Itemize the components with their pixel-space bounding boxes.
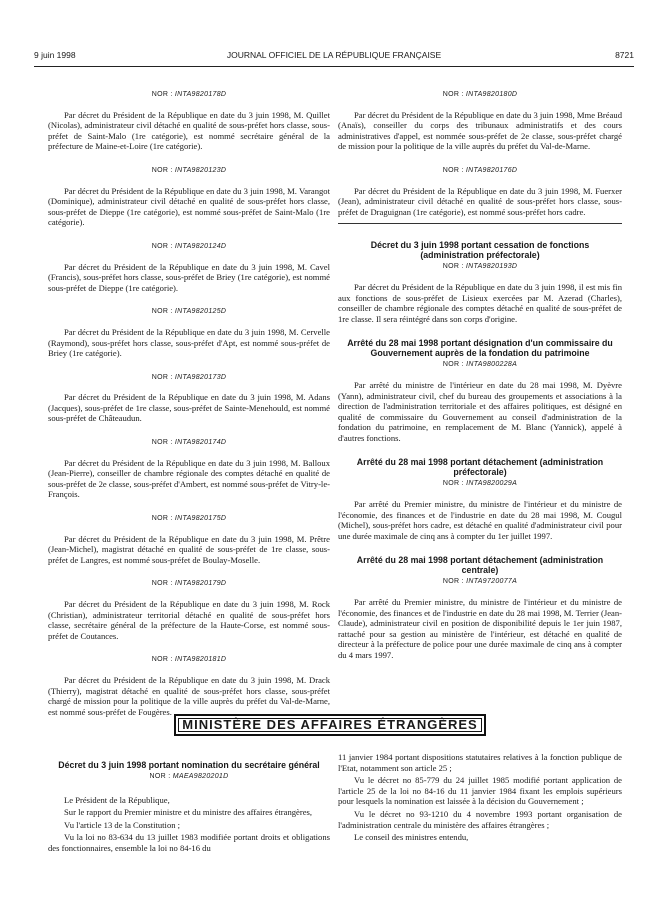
decree-paragraph: Par décret du Président de la République en date du 3 juin 1998, M. Rock (Christian), administrateur territorial détaché en qualité de sous-préfet hors classe, secrétaire général de la préfecture de la Haute-Corse, est nommé sous-préfet de Coutances.	[48, 599, 330, 641]
decree-paragraph: Par décret du Président de la République en date du 3 juin 1998, M. Balloux (Jean-Pierre), conseiller de chambre régionale des comptes détaché en qualité de sous-préfet de 2e classe, sous-préfet d'Ambert, est nommé sous-préfet de Vitry-le-François.	[48, 457, 330, 500]
nor-reference: NOR : INTA9820125D	[151, 308, 227, 316]
decree-paragraph: Le Président de la République,	[64, 794, 170, 805]
nor-reference: NOR : INTA9800228A	[442, 361, 518, 369]
decree-paragraph: Par décret du Président de la République en date du 3 juin 1998, il est mis fin aux fonctions de sous-préfet de Lisieux exercées par M. Azerad (Charles), conseiller de chambre régionale des comptes détaché en qualité de sous-préfet de 1re classe. Il sera réintégré dans son corps d'origine.	[338, 281, 622, 324]
decree-paragraph: Par décret du Président de la République en date du 3 juin 1998, M. Adans (Jacques), sous-préfet de 1re classe, sous-préfet de Sainte-Menehould, est nommé sous-préfet de Châteaudun.	[48, 392, 330, 424]
header-date: 9 juin 1998	[34, 50, 76, 60]
nor-reference: NOR : INTA9820179D	[151, 580, 227, 588]
bottom-left-column	[48, 760, 330, 856]
nor-reference: NOR : INTA9820193D	[442, 263, 518, 271]
decree-paragraph: Par décret du Président de la République en date du 3 juin 1998, M. Fuerxer (Jean), administrateur civil détaché en qualité de sous-préfet hors classe, sous-préfet de Draguignan (1re catégorie), est nommé sous-préfet hors cadre.	[338, 185, 622, 217]
nor-reference: NOR : INTA9820175D	[151, 515, 227, 523]
nor-reference: NOR : INTA9820181D	[151, 656, 227, 664]
nor-reference: NOR : INTA9820178D	[151, 91, 227, 98]
decree-paragraph: Par décret du Président de la République en date du 3 juin 1998, M. Quillet (Nicolas), administrateur civil détaché en qualité de sous-préfet hors classe, sous-préfet de Saint-Malo (1re catégorie), est nommé secrétaire général de la préfecture de Maine-et-Loire (1re catégorie).	[48, 109, 330, 152]
header-journal-title: JOURNAL OFFICIEL DE LA RÉPUBLIQUE FRANÇAISE	[226, 50, 442, 60]
right-column	[338, 90, 622, 675]
decree-paragraph: Par arrêté du ministre de l'intérieur en date du 28 mai 1998, M. Dyèvre (Yann), administrateur civil, chef du bureau des groupements et associations à la direction de l'administration territoriale et des affaires politiques, est désigné en qualité de commissaire du Gouvernement au conseil d'administration de la fondation du patrimoine, en remplacement de M. Blanc (Yannick), appelé à d'autres fonctions.	[338, 379, 622, 443]
nor-reference: NOR : INTA9720077A	[442, 578, 518, 586]
section-title: Arrêté du 28 mai 1998 portant détachement (administration préfectorale)	[356, 457, 604, 478]
nor-reference: NOR : INTA9820174D	[151, 439, 227, 447]
section-title: Décret du 3 juin 1998 portant cessation de fonctions (administration préfectorale)	[370, 240, 590, 261]
decree-paragraph: Vu le décret no 85-779 du 24 juillet 1985 modifié portant application de l'article 25 de la loi no 84-16 du 11 janvier 1984 fixant les emplois supérieurs pour lesquels la nomination est laissée à la décision du Gouvernement ;	[338, 775, 622, 807]
nor-reference: NOR : INTA9820180D	[442, 91, 518, 98]
decree-paragraph: Par décret du Président de la République en date du 3 juin 1998, M. Varangot (Dominique), administrateur civil détaché en qualité de sous-préfet hors classe, sous-préfet de Dieppe (1re catégorie), est nommé sous-préfet de Saint-Malo (1re catégorie).	[48, 185, 330, 228]
section-title: Décret du 3 juin 1998 portant nomination du secrétaire général	[58, 760, 320, 770]
bottom-right-column	[338, 752, 622, 845]
decree-paragraph: Par décret du Président de la République en date du 3 juin 1998, M. Drack (Thierry), magistrat détaché en qualité de sous-préfet hors classe, sous-préfet chargé de mission pour la politique de la ville auprès du préfet du Val-de-Marne, est nommé sous-préfet de Fougères.	[48, 674, 330, 717]
nor-reference: NOR : INTA9820029A	[442, 480, 518, 488]
decree-paragraph: Vu l'article 13 de la Constitution ;	[64, 819, 181, 830]
decree-paragraph: Par arrêté du Premier ministre, du ministre de l'intérieur et du ministre de l'économie, des finances et de l'industrie en date du 28 mai 1998, M. Cougul (Michel), sous-préfet hors cadre, est détaché en qualité d'administrateur civil pour une durée maximale de cinq ans à compter du 1er juillet 1997.	[338, 499, 622, 541]
decree-paragraph: Sur le rapport du Premier ministre et du ministre des affaires étrangères,	[64, 807, 313, 818]
section-divider	[338, 223, 622, 224]
nor-reference: NOR : INTA9820124D	[151, 242, 227, 250]
nor-reference: NOR : INTA9820173D	[151, 373, 227, 381]
nor-reference: NOR : INTA9820176D	[442, 166, 518, 174]
nor-reference: NOR : MAEA9820201D	[149, 773, 229, 780]
decree-paragraph: Par décret du Président de la République en date du 3 juin 1998, M. Cavel (Francis), sous-préfet hors classe, sous-préfet de Briey (1re catégorie), est nommé sous-préfet de Dieppe (1re catégorie).	[48, 261, 330, 293]
decree-paragraph: Par décret du Président de la République en date du 3 juin 1998, M. Cervelle (Raymond), sous-préfet hors classe, sous-préfet d'Apt, est nommé sous-préfet de Briey (1re catégorie).	[48, 326, 330, 359]
section-title: Arrêté du 28 mai 1998 portant détachement (administration centrale)	[356, 555, 604, 576]
left-column	[48, 90, 330, 731]
ministry-heading: MINISTÈRE DES AFFAIRES ÉTRANGÈRES	[174, 714, 486, 736]
continued-paragraph: 11 janvier 1984 portant dispositions statutaires relatives à la fonction publique de l'Etat, notamment son article 25 ;	[338, 752, 622, 773]
header-rule	[34, 66, 634, 67]
decree-paragraph: Vu la loi no 83-634 du 13 juillet 1983 modifiée portant droits et obligations des fonctionnaires, ensemble la loi no 84-16 du	[48, 832, 330, 853]
nor-reference: NOR : INTA9820123D	[151, 166, 227, 174]
section-title: Arrêté du 28 mai 1998 portant désignation d'un commissaire du Gouvernement auprès de la fondation du patrimoine	[347, 338, 613, 359]
page-header	[34, 50, 634, 64]
decree-paragraph: Vu le décret no 93-1210 du 4 novembre 1993 portant organisation de l'administration centrale du ministère des affaires étrangères ;	[338, 808, 622, 830]
decree-paragraph: Par décret du Président de la République en date du 3 juin 1998, M. Prêtre (Jean-Michel), magistrat détaché en qualité de sous-préfet de 1re classe, sous-préfet de Langres, est nommé sous-préfet de Boulay-Moselle.	[48, 533, 330, 565]
decree-paragraph: Par décret du Président de la République en date du 3 juin 1998, Mme Bréaud (Anaïs), conseiller du corps des tribunaux administratifs et des cours administratives d'appel, est nommée sous-préfet de 2e classe, sous-préfet chargé de mission pour la politique de la ville auprès du préfet du Val-de-Marne.	[338, 109, 623, 152]
header-page-number: 8721	[615, 50, 634, 60]
decree-paragraph: Le conseil des ministres entendu,	[354, 832, 469, 843]
decree-paragraph: Par arrêté du Premier ministre, du ministre de l'intérieur et du ministre de l'économie, des finances et de l'industrie en date du 28 mai 1998, M. Terrier (Jean-Claude), administrateur civil en position de disponibilité depuis le 1er juin 1987, rattaché pour sa gestion au ministère de l'intérieur, est détaché en qualité de directeur à la préfecture de police pour une durée maximale de cinq ans à compter du 4 mars 1997.	[338, 597, 622, 660]
